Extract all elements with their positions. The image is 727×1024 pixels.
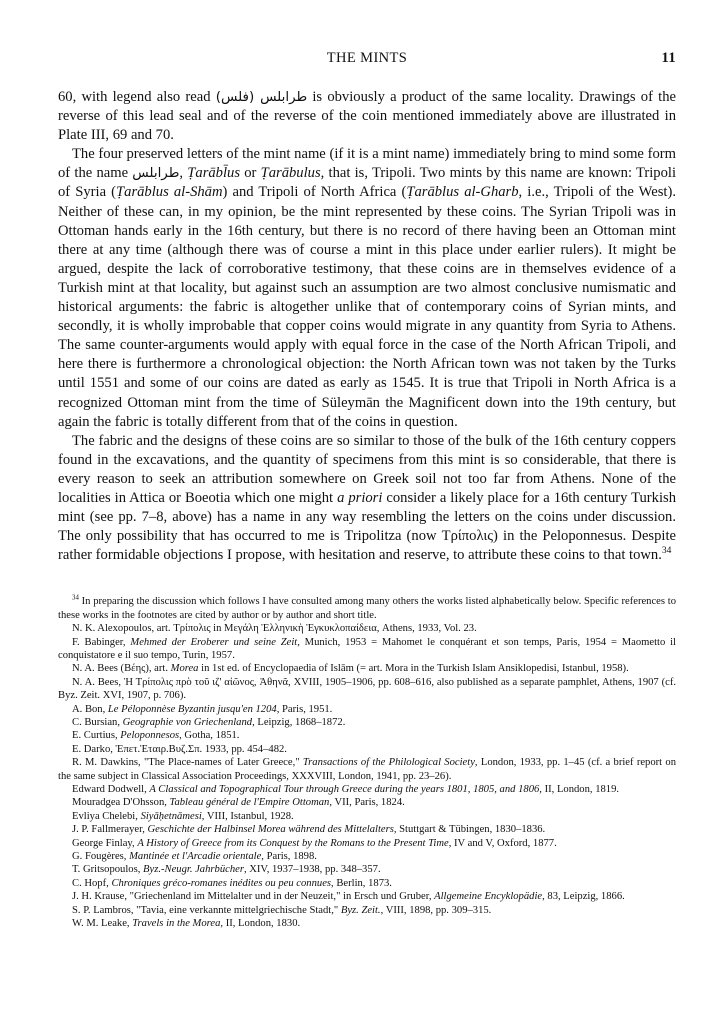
paragraph-3: The fabric and the designs of these coins are so similar to those of the bulk of the 16th century coppers found in the excavations, and the quantity of specimens from this mint is so considerable, that there is every reason to seek an attribution somewhere on Greek soil not too far from Athens. None of the localities in Attica or Boeotia which one might a priori consider a likely place for a 16th century Turkish mint (see pp. 7–8, above) has a name in any way resembling the letters on the coins under discussion. The only possibility that has occurred to me is Tripolitza (now Τρίπολις) in the Peloponnesus. Despite rather formidable objections I propose, with hesitation and reserve, to attribute these coins to that town.$^{34}$ (58, 432, 676, 564)
reference-item: C. Hopf, Chroniques gréco-romanes inédites ou peu connues, Berlin, 1873. (72, 877, 392, 889)
reference-item: Mouradgea D'Ohsson, Tableau général de l'Empire Ottoman, VII, Paris, 1824. (72, 797, 405, 809)
reference-item: N. A. Bees, Ἡ Τρίπολις πρὸ τοῦ ιζ' αἰῶνος, Ἀθηνᾶ, XVIII, 1905–1906, pp. 608–616, also published as a separate pamphlet, Athens, 1907 (cf. Byz. Zeit. XVI, 1907, p. 706). (58, 676, 676, 702)
reference-item: J. P. Fallmerayer, Geschichte der Halbinsel Morea während des Mittelalters, Stuttgart & Tübingen, 1830–1836. (72, 824, 546, 836)
footnotes (58, 595, 676, 930)
reference-item: N. K. Alexopoulos, art. Τρίπολις in Μεγάλη Ἑλληνικὴ Ἐγκυκλοπαίδεια, Athens, 1933, Vol. 23. (72, 623, 477, 635)
footnote-marker: 34 (72, 594, 79, 602)
paragraph-2: The four preserved letters of the mint name (if it is a mint name) immediately bring to mind some form of the name طرابلس, Ṭarābl̄us or Ṭarābulus, that is, Tripoli. Two mints by this name are known: Tripoli of Syria (Ṭarāblus al-Shām) and Tripoli of North Africa (Ṭarāblus al-Gharb, i.e., Tripoli of the West). Neither of these can, in my opinion, be the mint represented by these coins. The Syrian Tripoli was in Ottoman hands early in the 16th century, but there is no record of there having been an Ottoman mint there at any time (although there was of course a mint in this place under earlier rulers). It might be argued, despite the lack of corroborative testimony, that these coins are in themselves evidence of a Turkish mint at that locality, but against such an assumption are two almost conclusive numismatic and historical arguments: the fabric is altogether unlike that of contemporary coins of Syrian mints, and secondly, it is wholly improbable that copper coins would migrate in any quantity from Syria to Athens. The same counter-arguments would apply with equal force in the case of the North African Tripoli, and here there is furthermore a chronological objection: the North African town was not taken by the Turks until 1551 and some of our coins are dated as early as 1545. It is true that Tripoli in North Africa is a recognized Ottoman mint from the time of Süleymān the Magnificent down into the 19th century, but again the fabric is totally different from that of the coins in question. (58, 146, 676, 430)
reference-item: Evliya Chelebi, Siyāḥetnāmesi, VIII, Istanbul, 1928. (72, 810, 294, 822)
reference-item: George Finlay, A History of Greece from its Conquest by the Romans to the Present Time, IV and V, Oxford, 1877. (72, 837, 557, 849)
body-text (58, 88, 676, 565)
reference-item: F. Babinger, Mehmed der Eroberer und seine Zeit, Munich, 1953 = Mahomet le conquérant et son temps, Paris, 1954 = Maometto il conquistatore e il suo tempo, Turin, 1957. (58, 636, 676, 661)
reference-item: R. M. Dawkins, "The Place-names of Later Greece," Transactions of the Philological Society, London, 1933, pp. 1–45 (cf. a brief report on the same subject in Classical Association Proceedings, XXXVIII, London, 1941, pp. 23–26). (58, 757, 677, 782)
reference-item: N. A. Bees (Βέης), art. Morea in 1st ed. of Encyclopaedia of Islām (= art. Mora in the Turkish Islam Ansiklopedisi, Istanbul, 1958). (72, 663, 629, 675)
page (58, 50, 676, 931)
footnote-ref[interactable]: 34 (661, 546, 672, 557)
arabic-name: طرابلس (132, 166, 180, 182)
page-header (58, 50, 676, 72)
reference-list (58, 622, 676, 930)
reference-item: C. Bursian, Geographie von Griechenland, Leipzig, 1868–1872. (72, 717, 346, 728)
reference-item: T. Gritsopoulos, Byz.-Neugr. Jahrbücher, XIV, 1937–1938, pp. 348–357. (72, 864, 381, 876)
page-number: 11 (661, 50, 676, 66)
reference-item: Edward Dodwell, A Classical and Topographical Tour through Greece during the years 1801, 1805, and 1806, II, London, 1819. (72, 784, 620, 796)
reference-item: G. Fougères, Mantinée et l'Arcadie orientale, Paris, 1898. (72, 851, 317, 863)
reference-item: A. Bon, Le Péloponnèse Byzantin jusqu'en 1204, Paris, 1951. (72, 703, 333, 715)
running-head: THE MINTS (326, 50, 408, 66)
reference-item: J. H. Krause, "Griechenland im Mittelalter und in der Neuzeit," in Ersch und Gruber, Allgemeine Encyklopädie, 83, Leipzig, 1866. (72, 891, 625, 903)
footnote-34: $^{34}$ In preparing the discussion which follows I have consulted among many others the works listed alphabetically below. Specific references to these works in the footnotes are cited by author or by author and short title. (58, 594, 676, 621)
reference-item: S. P. Lambros, "Tavia, eine verkannte mittelgriechische Stadt," Byz. Zeit., VIII, 1898, pp. 309–315. (72, 904, 492, 916)
arabic-legend: (فلس) طرابلس (215, 90, 308, 105)
reference-item: E. Darko, Ἐπετ.Ἑταιρ.Βυζ.Σπ. 1933, pp. 454–482. (72, 743, 287, 755)
reference-item: E. Curtius, Peloponnesos, Gotha, 1851. (72, 730, 240, 742)
paragraph-1: 60, with legend also read (فلس) طرابلس is obviously a product of the same locality. Drawings of the reverse of this lead seal and of the reverse of the coin mentioned immediately above are illustrated in Plate III, 69 and 70. (58, 89, 676, 144)
reference-item: W. M. Leake, Travels in the Morea, II, London, 1830. (72, 918, 301, 930)
